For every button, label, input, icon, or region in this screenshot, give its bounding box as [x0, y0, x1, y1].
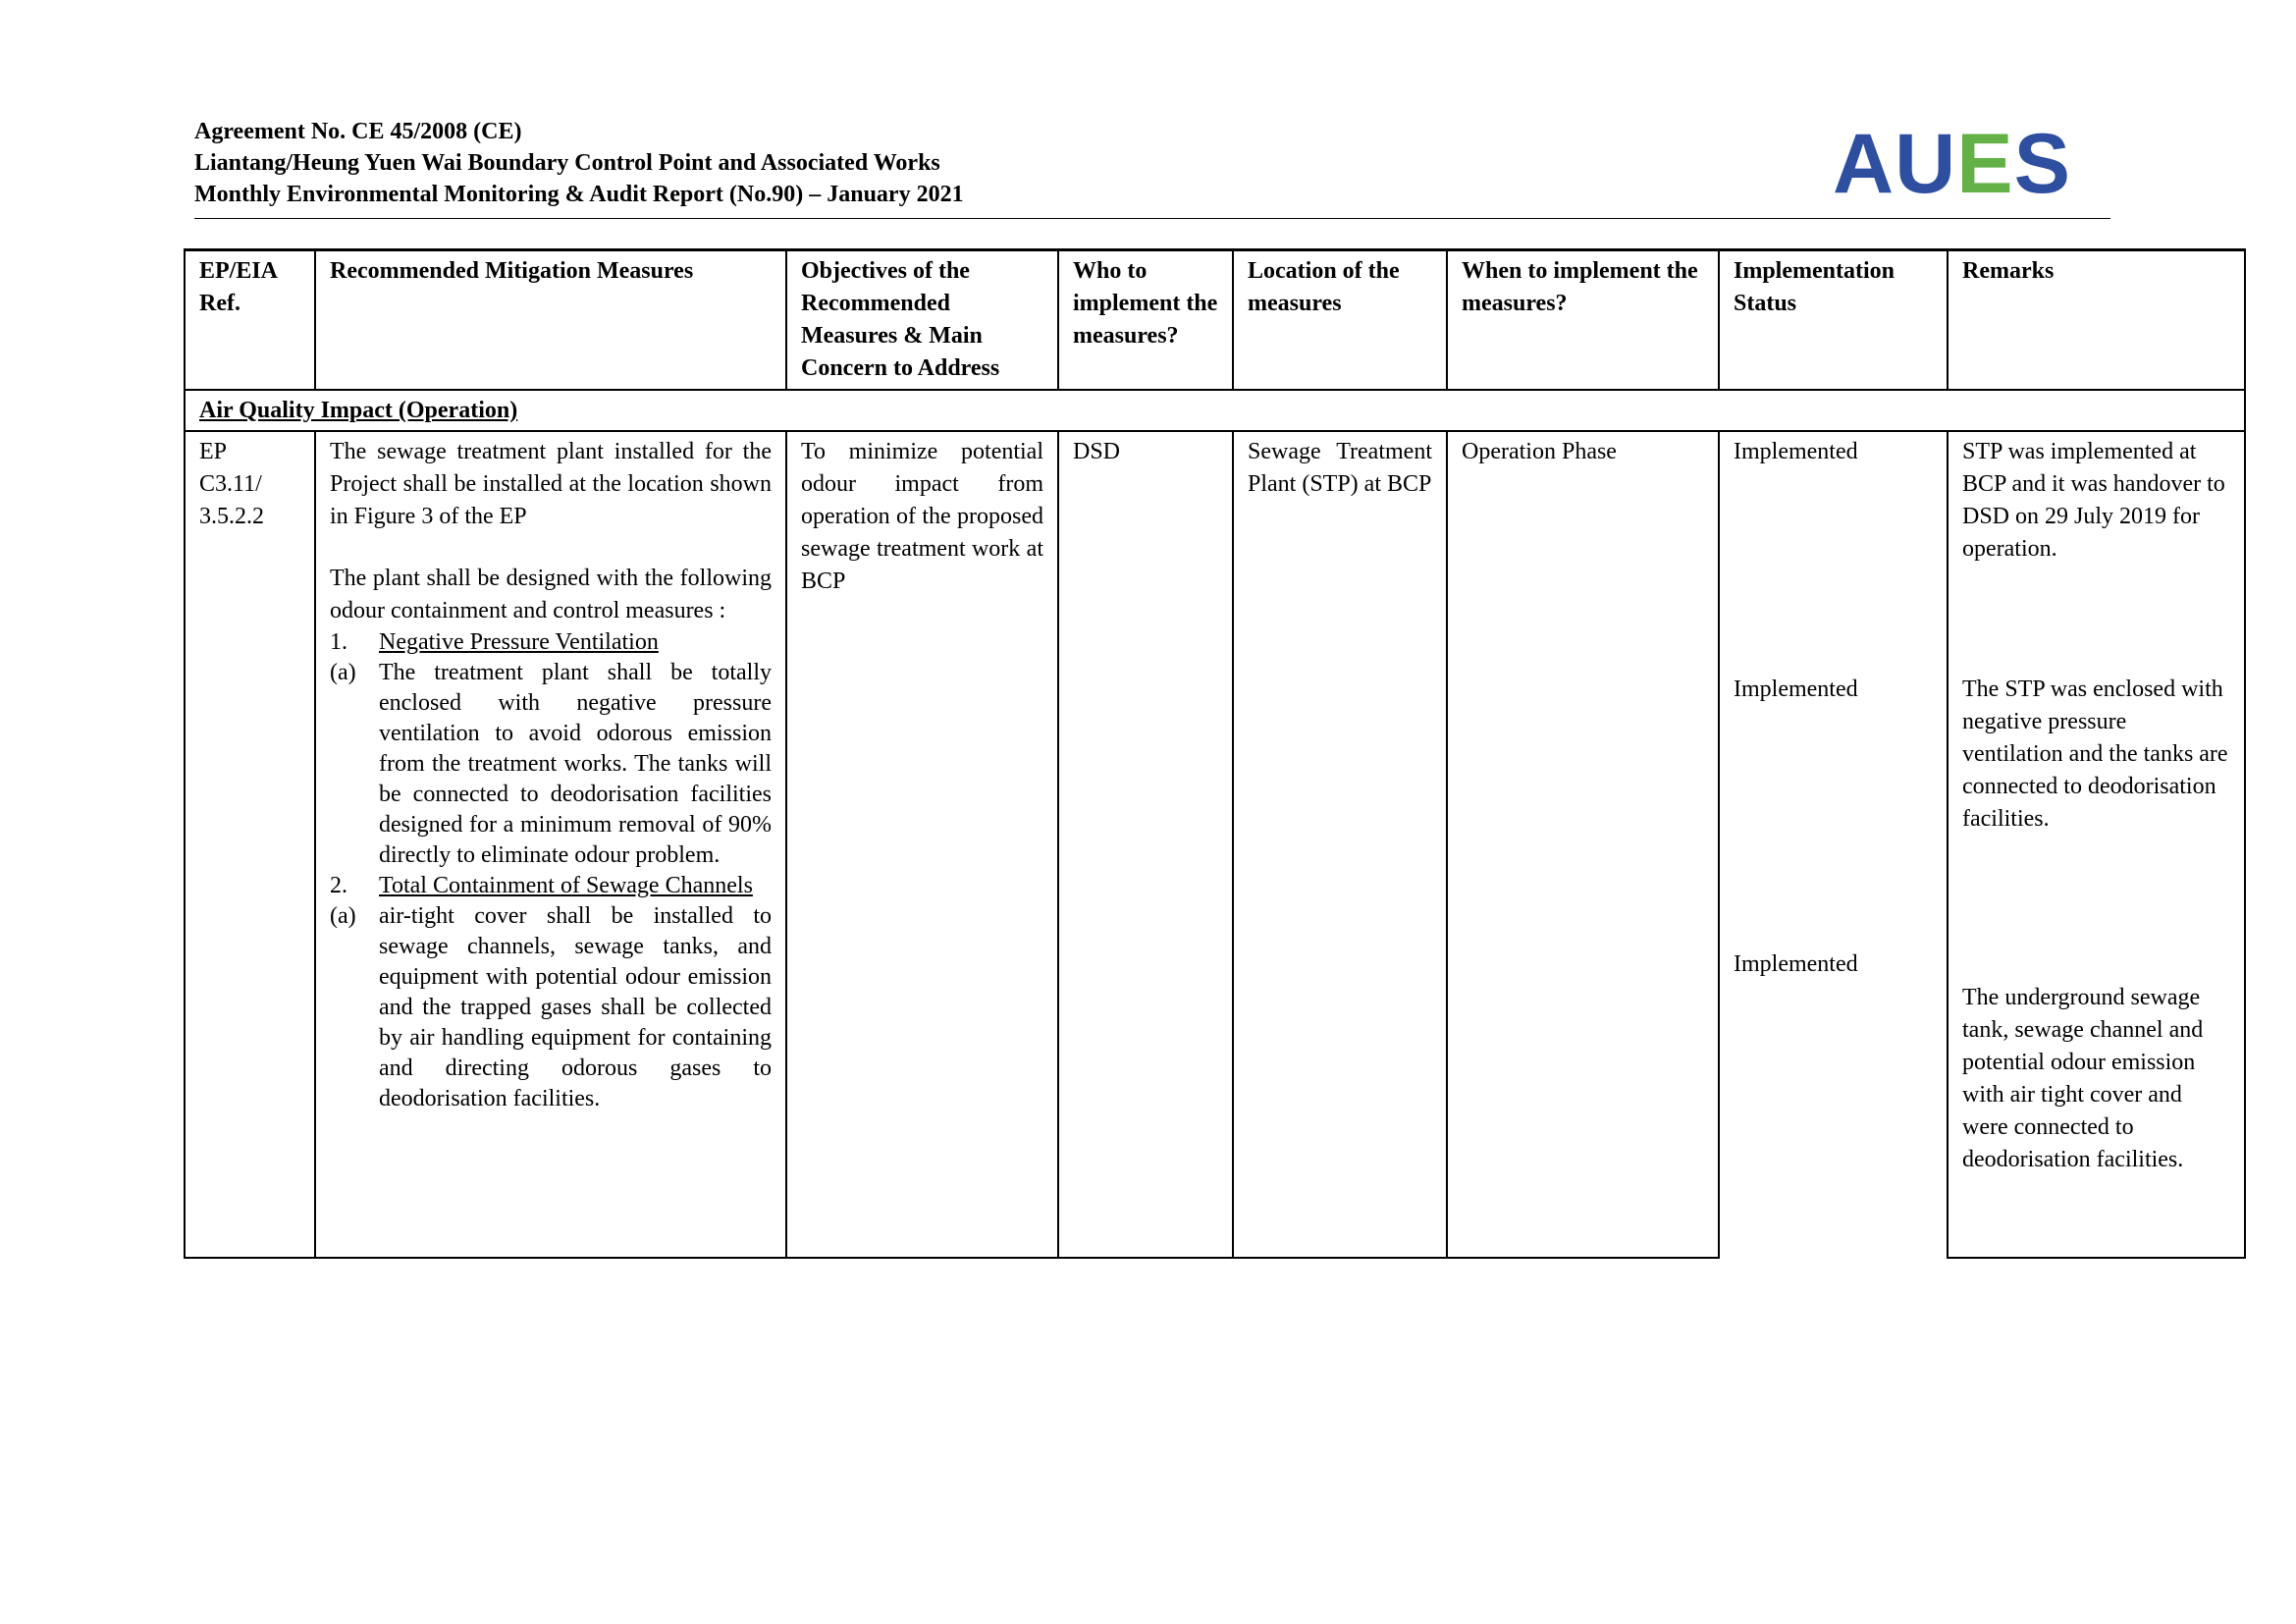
agreement-number: Agreement No. CE 45/2008 (CE) [194, 119, 522, 144]
table-row [185, 431, 2245, 1258]
cell-objective: To minimize potential odour impact from operation of the proposed sewage treatment work at BCP [786, 431, 1058, 1258]
ref-line: EP [199, 439, 228, 464]
col-header-status: Implementation Status [1719, 250, 1948, 391]
col-header-when: When to implement the measures? [1447, 250, 1719, 391]
sub-item-text: air-tight cover shall be installed to sewage channels, sewage tanks, and equipment with potential odour emission and the trapped gases shall be collected by air handling equipment for containing and directing odorous gases to deodorisation facilities. [379, 903, 772, 1111]
measure-item-1 [330, 627, 772, 658]
col-header-ref: EP/EIA Ref. [185, 250, 315, 391]
logo-letter-a: A [1833, 117, 1896, 211]
logo-letter-e: E [1956, 117, 2014, 211]
col-header-measures: Recommended Mitigation Measures [315, 250, 786, 391]
measure-intro: The sewage treatment plant installed for the Project shall be installed at the location shown in Figure 3 of the EP [330, 439, 772, 529]
cell-remarks [1948, 431, 2245, 1258]
report-header [194, 116, 2110, 219]
cell-status [1719, 431, 1948, 1258]
status-value: Implemented [1734, 951, 1858, 977]
measure-para: The plant shall be designed with the following odour containment and control measures : [330, 566, 772, 623]
measure-item-1a [330, 658, 772, 871]
item-number: 1. [330, 629, 347, 655]
sub-item-label: (a) [330, 903, 356, 929]
remark-text: The STP was enclosed with negative pressure ventilation and the tanks are connected to deodorisation facilities. [1962, 677, 2228, 832]
item-number: 2. [330, 873, 347, 898]
remark-text: The underground sewage tank, sewage channel and potential odour emission with air tight cover and were connected to deodorisation facilities. [1962, 985, 2204, 1172]
item-title: Negative Pressure Ventilation [379, 629, 659, 655]
status-value: Implemented [1734, 677, 1858, 702]
logo-letter-u: U [1895, 117, 1957, 211]
cell-location: Sewage Treatment Plant (STP) at BCP [1233, 431, 1447, 1258]
col-header-location: Location of the measures [1233, 250, 1447, 391]
project-title: Liantang/Heung Yuen Wai Boundary Control Point and Associated Works [194, 150, 940, 176]
section-title: Air Quality Impact (Operation) [185, 390, 2245, 431]
col-header-objectives: Objectives of the Recommended Measures & Main Concern to Address [786, 250, 1058, 391]
cell-measures [315, 431, 786, 1258]
section-row [185, 390, 2245, 431]
sub-item-text: The treatment plant shall be totally enclosed with negative pressure ventilation to avoid odorous emission from the treatment works. The tanks will be connected to deodorisation facilities designed for a minimum removal of 90% directly to eliminate odour problem. [379, 660, 772, 868]
aues-logo [1833, 117, 2071, 211]
measure-item-2a [330, 901, 772, 1114]
col-header-who: Who to implement the measures? [1058, 250, 1233, 391]
item-title: Total Containment of Sewage Channels [379, 873, 753, 898]
status-value: Implemented [1734, 439, 1858, 464]
logo-letter-s: S [2013, 117, 2071, 211]
cell-ref [185, 431, 315, 1258]
remark-text: STP was implemented at BCP and it was handover to DSD on 29 July 2019 for operation. [1962, 439, 2225, 562]
cell-when: Operation Phase [1447, 431, 1719, 1258]
measure-item-2 [330, 871, 772, 901]
ref-line: 3.5.2.2 [199, 504, 264, 529]
cell-who: DSD [1058, 431, 1233, 1258]
mitigation-measures-table [184, 248, 2246, 1259]
col-header-remarks: Remarks [1948, 250, 2245, 391]
report-title: Monthly Environmental Monitoring & Audit Report (No.90) – January 2021 [194, 182, 964, 207]
sub-item-label: (a) [330, 660, 356, 685]
ref-line: C3.11/ [199, 471, 262, 497]
table-header-row [185, 250, 2245, 391]
